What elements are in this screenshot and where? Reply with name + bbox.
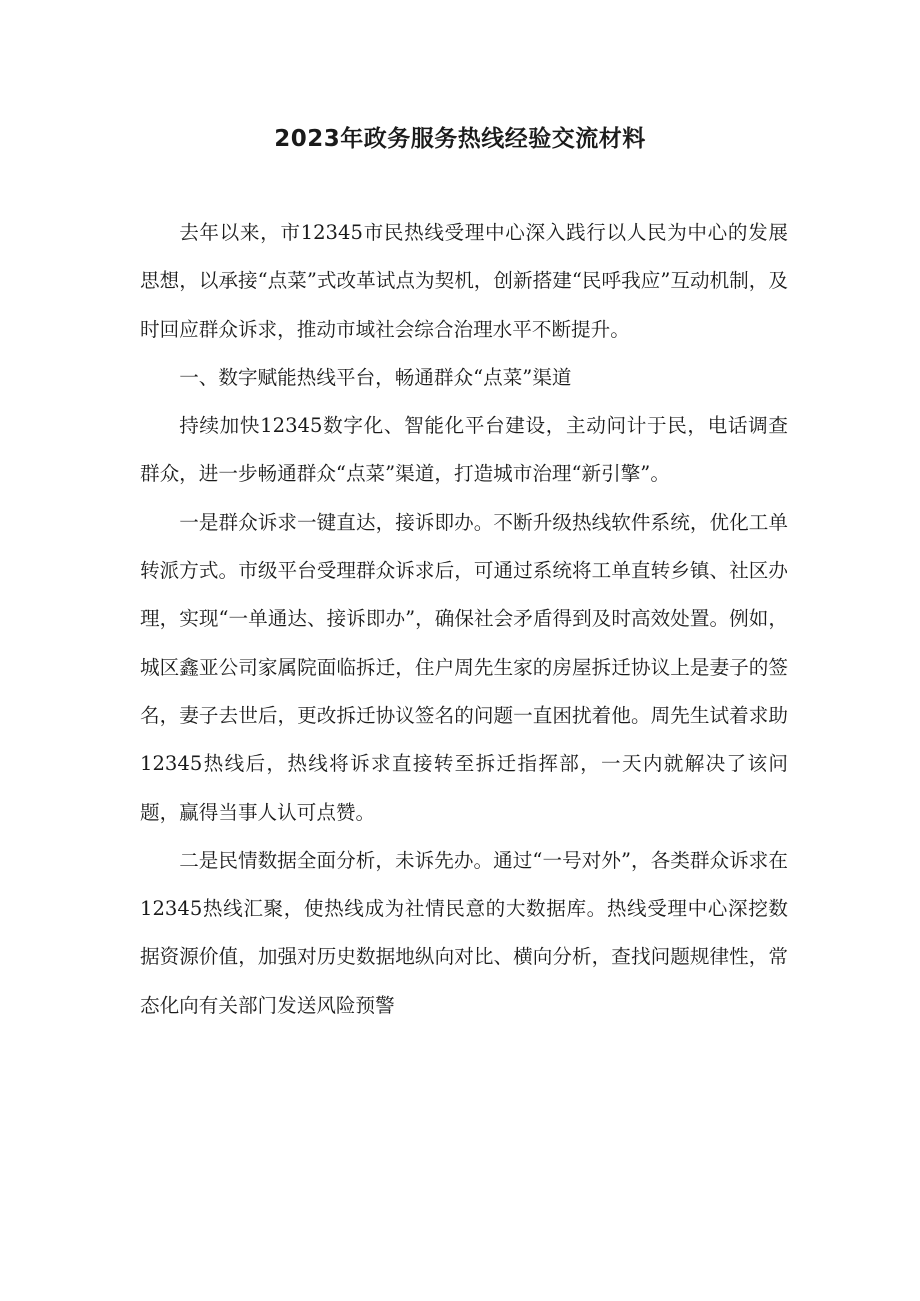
document-title: 2023年政务服务热线经验交流材料: [274, 126, 646, 152]
paragraph-section-1-intro: 持续加快12345数字化、智能化平台建设，主动问计于民，电话调查群众，进一步畅通群众“点菜”渠道，打造城市治理“新引擎”。: [140, 414, 788, 486]
paragraph-point-1: 一是群众诉求一键直达，接诉即办。不断升级热线软件系统，优化工单转派方式。市级平台受理群众诉求后，可通过系统将工单直转乡镇、社区办理，实现“一单通达、接诉即办”，确保社会矛盾得到及时高效处置。例如，城区鑫亚公司家属院面临拆迁，住户周先生家的房屋拆迁协议上是妻子的签名，妻子去世后，更改拆迁协议签名的问题一直困扰着他。周先生试着求助12345热线后，热线将诉求直接转至拆迁指挥部，一天内就解决了该问题，赢得当事人认可点赞。: [140, 510, 788, 824]
paragraph-point-2: 二是民情数据全面分析，未诉先办。通过“一号对外”，各类群众诉求在12345热线汇聚，使热线成为社情民意的大数据库。热线受理中心深挖数据资源价值，加强对历史数据地纵向对比、横向分析，查找问题规律性，常态化向有关部门发送风险预警: [140, 848, 788, 1017]
paragraph-intro: 去年以来，市12345市民热线受理中心深入践行以人民为中心的发展思想，以承接“点菜”式改革试点为契机，创新搭建“民呼我应”互动机制，及时回应群众诉求，推动市域社会综合治理水平不断提升。: [140, 221, 788, 341]
section-heading-1: 一、数字赋能热线平台，畅通群众“点菜”渠道: [179, 365, 572, 389]
document-body: [140, 209, 788, 1030]
